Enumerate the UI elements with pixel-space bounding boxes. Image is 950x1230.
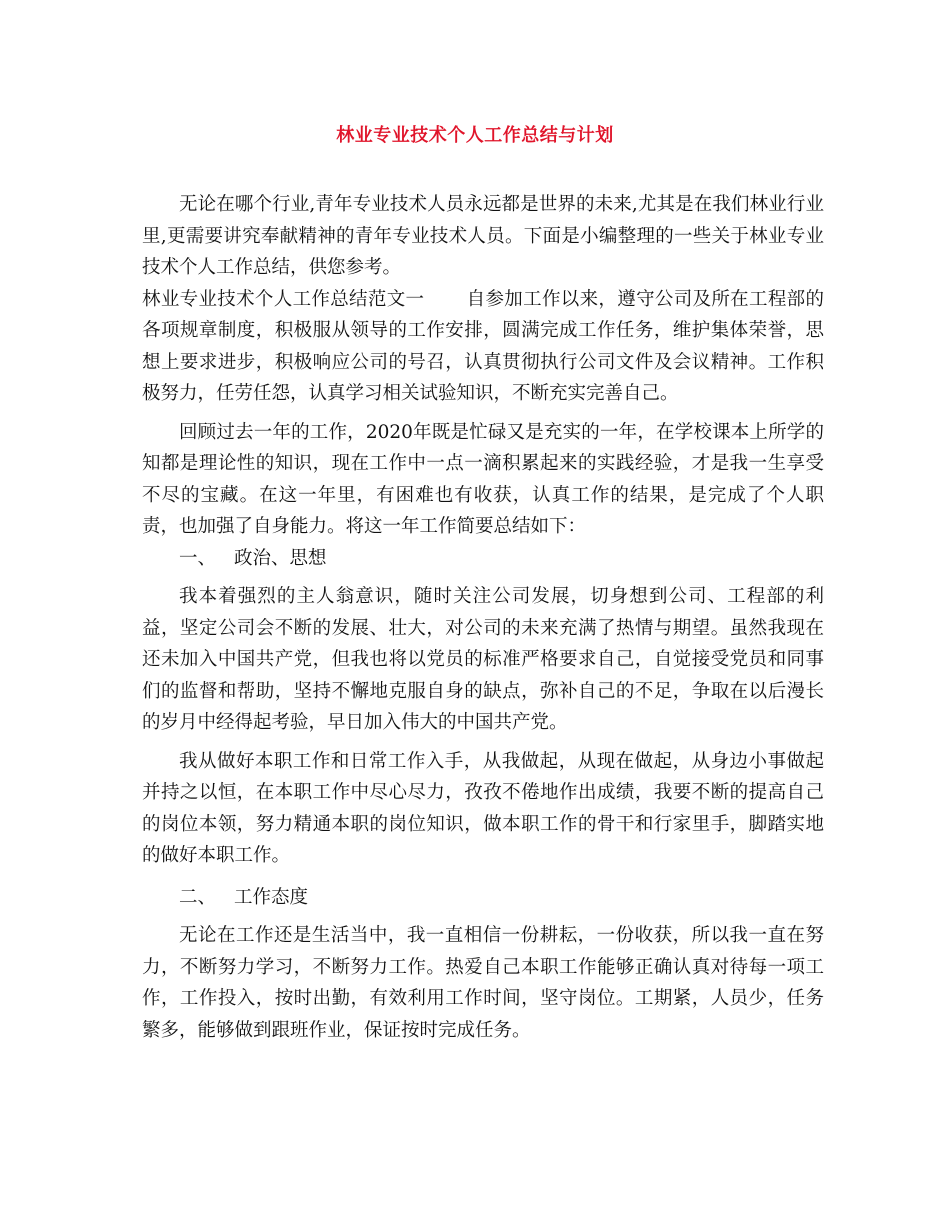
section-title: 政治、思想 — [234, 547, 327, 569]
section-title: 工作态度 — [234, 886, 309, 908]
sample-heading: 林业专业技术个人工作总结范文一 — [142, 288, 425, 310]
section1-paragraph-1: 我本着强烈的主人翁意识，随时关注公司发展，切身想到公司、工程部的利益，坚定公司会不断的发展、壮大，对公司的未来充满了热情与期望。虽然我现在还未加入中国共产党，但我也将以党员的标准严格要求自己，自觉接受党员和同事们的监督和帮助，坚持不懈地克服自身的缺点，弥补自己的不足，争取在以后漫长的岁月中经得起考验，早日加入伟大的中国共产党。 — [142, 586, 824, 733]
document-title: 林业专业技术个人工作总结与计划 — [336, 125, 614, 146]
section1-paragraph-2: 我从做好本职工作和日常工作入手，从我做起，从现在做起，从身边小事做起并持之以恒，在本职工作中尽心尽力，孜孜不倦地作出成绩，我要不断的提高自己的岗位本领，努力精通本职的岗位知识，做本职工作的骨干和行家里手，脚踏实地的做好本职工作。 — [142, 750, 824, 866]
review-paragraph: 回顾过去一年的工作，2020年既是忙碌又是充实的一年，在学校课本上所学的知都是理论性的知识，现在工作中一点一滴积累起来的实践经验，才是我一生享受不尽的宝藏。在这一年里，有困难也有收获，认真工作的结果，是完成了个人职责，也加强了自身能力。将这一年工作简要总结如下： — [142, 421, 824, 537]
document-body — [142, 189, 824, 1046]
sample-intro-text: 自参加工作以来，遵守公司及所在工程部的各项规章制度，积极服从领导的工作安排，圆满完成工作任务，维护集体荣誉，思想上要求进步，积极响应公司的号召，认真贯彻执行公司文件及会议精神。工作积极努力，任劳任怨，认真学习相关试验知识，不断充实完善自己。 — [142, 288, 824, 404]
section-heading-1 — [142, 543, 824, 575]
intro-paragraph: 无论在哪个行业,青年专业技术人员永远都是世界的未来,尤其是在我们林业行业里,更需要讲究奉献精神的青年专业技术人员。下面是小编整理的一些关于林业专业技术个人工作总结，供您参考。 — [142, 194, 824, 278]
section2-paragraph-1: 无论在工作还是生活当中，我一直相信一份耕耘，一份收获，所以我一直在努力，不断努力学习，不断努力工作。热爱自己本职工作能够正确认真对待每一项工作，工作投入，按时出勤，有效利用工作时间，坚守岗位。工期紧，人员少，任务繁多，能够做到跟班作业，保证按时完成任务。 — [142, 925, 824, 1041]
section-number: 二、 — [179, 886, 217, 908]
section-number: 一、 — [179, 547, 217, 569]
section-heading-2 — [142, 882, 824, 914]
sample-paragraph — [142, 284, 824, 410]
